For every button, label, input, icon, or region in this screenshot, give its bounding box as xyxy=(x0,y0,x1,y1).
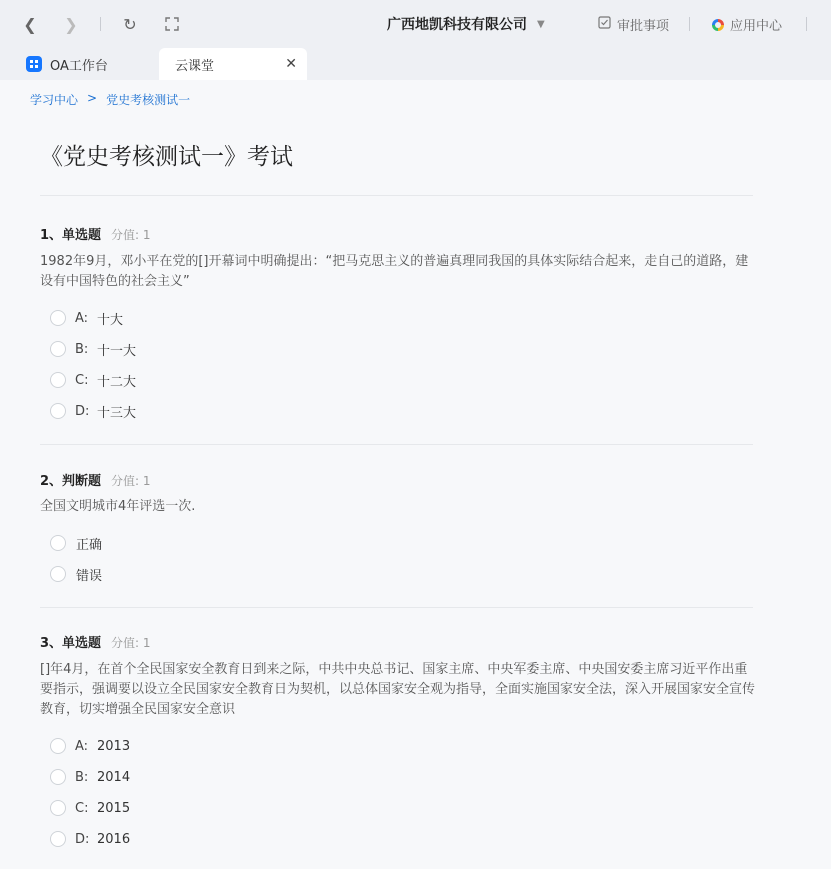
radio-button[interactable] xyxy=(50,831,66,847)
option-true[interactable] xyxy=(50,533,102,553)
caret-down-icon: ▼ xyxy=(537,18,545,30)
close-icon[interactable]: ✕ xyxy=(285,56,297,72)
breadcrumb xyxy=(30,91,190,108)
nav-divider xyxy=(100,17,101,31)
grid-app-icon xyxy=(26,56,42,72)
divider xyxy=(40,195,753,196)
option-key: C: xyxy=(75,800,89,816)
option-key: B: xyxy=(75,341,89,357)
forward-icon[interactable]: ❯ xyxy=(64,14,78,34)
option-c[interactable] xyxy=(50,798,130,818)
app-center-link[interactable] xyxy=(712,15,782,34)
tab-bar xyxy=(0,48,831,80)
option-d[interactable] xyxy=(50,829,130,849)
option-key: D: xyxy=(75,831,90,847)
tab-oa-label: OA工作台 xyxy=(50,58,108,74)
radio-button[interactable] xyxy=(50,800,66,816)
radio-button[interactable] xyxy=(50,566,66,582)
breadcrumb-current[interactable]: 党史考核测试一 xyxy=(106,93,191,107)
option-key: B: xyxy=(75,769,89,785)
question-type: 2、判断题 xyxy=(40,474,102,489)
refresh-icon[interactable]: ↻ xyxy=(123,14,137,34)
tab-oa-workbench[interactable] xyxy=(26,48,108,80)
company-name: 广西地凯科技有限公司 xyxy=(387,17,527,33)
breadcrumb-separator: > xyxy=(87,91,98,105)
radio-button[interactable] xyxy=(50,372,66,388)
question-type: 3、单选题 xyxy=(40,636,102,651)
radio-button[interactable] xyxy=(50,535,66,551)
company-switcher[interactable] xyxy=(387,14,545,34)
top-divider xyxy=(689,17,690,31)
option-a[interactable] xyxy=(50,308,123,328)
question-type: 1、单选题 xyxy=(40,228,102,243)
option-value: 2015 xyxy=(97,800,131,816)
option-value: 2013 xyxy=(97,738,131,754)
option-a[interactable] xyxy=(50,736,130,756)
radio-button[interactable] xyxy=(50,738,66,754)
question-score: 分值: 1 xyxy=(111,228,151,242)
question-text: 1982年9月，邓小平在党的[]开幕词中明确提出：“把马克思主义的普遍真理同我国的具体实际结合起来，走自己的道路，建设有中国特色的社会主义” xyxy=(40,254,749,289)
approval-link[interactable] xyxy=(598,15,669,34)
radio-button[interactable] xyxy=(50,769,66,785)
option-value: 正确 xyxy=(76,537,103,553)
option-key: A: xyxy=(75,310,89,326)
option-value: 2016 xyxy=(97,831,131,847)
question-header xyxy=(40,224,151,243)
back-icon[interactable]: ❮ xyxy=(23,14,37,34)
radio-button[interactable] xyxy=(50,341,66,357)
option-d[interactable] xyxy=(50,401,136,421)
radio-button[interactable] xyxy=(50,310,66,326)
question-score: 分值: 1 xyxy=(111,474,151,488)
option-value: 十一大 xyxy=(97,343,137,359)
app-center-label: 应用中心 xyxy=(730,19,783,34)
option-value: 十二大 xyxy=(97,374,137,390)
question-text: []年4月，在首个全民国家安全教育日到来之际，中共中央总书记、国家主席、中央军委主席、中央国安委主席习近平作出重要指示，强调要以设立全民国家安全教育日为契机，以总体国家安全观为指导，全面实施国家安全法，深入开展国家安全宣传教育，切实增强全民国家安全意识 xyxy=(40,662,756,717)
option-value: 十大 xyxy=(97,312,124,328)
top-bar xyxy=(0,0,831,48)
option-key: C: xyxy=(75,372,89,388)
app-center-icon xyxy=(712,19,724,31)
option-false[interactable] xyxy=(50,564,102,584)
option-value: 2014 xyxy=(97,769,131,785)
option-b[interactable] xyxy=(50,767,130,787)
question-text: 全国文明城市4年评选一次. xyxy=(40,499,196,514)
divider xyxy=(40,607,753,608)
radio-button[interactable] xyxy=(50,403,66,419)
approval-label: 审批事项 xyxy=(617,19,670,34)
question-header xyxy=(40,632,151,651)
option-key: D: xyxy=(75,403,90,419)
fullscreen-icon[interactable] xyxy=(160,12,184,36)
main-content xyxy=(0,80,831,869)
breadcrumb-home[interactable]: 学习中心 xyxy=(30,93,79,107)
top-divider-2 xyxy=(806,17,807,31)
tab-active-label: 云课堂 xyxy=(175,58,215,74)
option-b[interactable] xyxy=(50,339,136,359)
option-value: 错误 xyxy=(76,568,103,584)
option-c[interactable] xyxy=(50,370,136,390)
checkbox-icon xyxy=(598,16,611,33)
question-score: 分值: 1 xyxy=(111,636,151,650)
page-title: 《党史考核测试一》考试 xyxy=(40,144,293,170)
option-key: A: xyxy=(75,738,89,754)
option-value: 十三大 xyxy=(97,405,137,421)
tab-cloud-classroom[interactable] xyxy=(159,48,307,80)
divider xyxy=(40,444,753,445)
question-header xyxy=(40,470,151,489)
